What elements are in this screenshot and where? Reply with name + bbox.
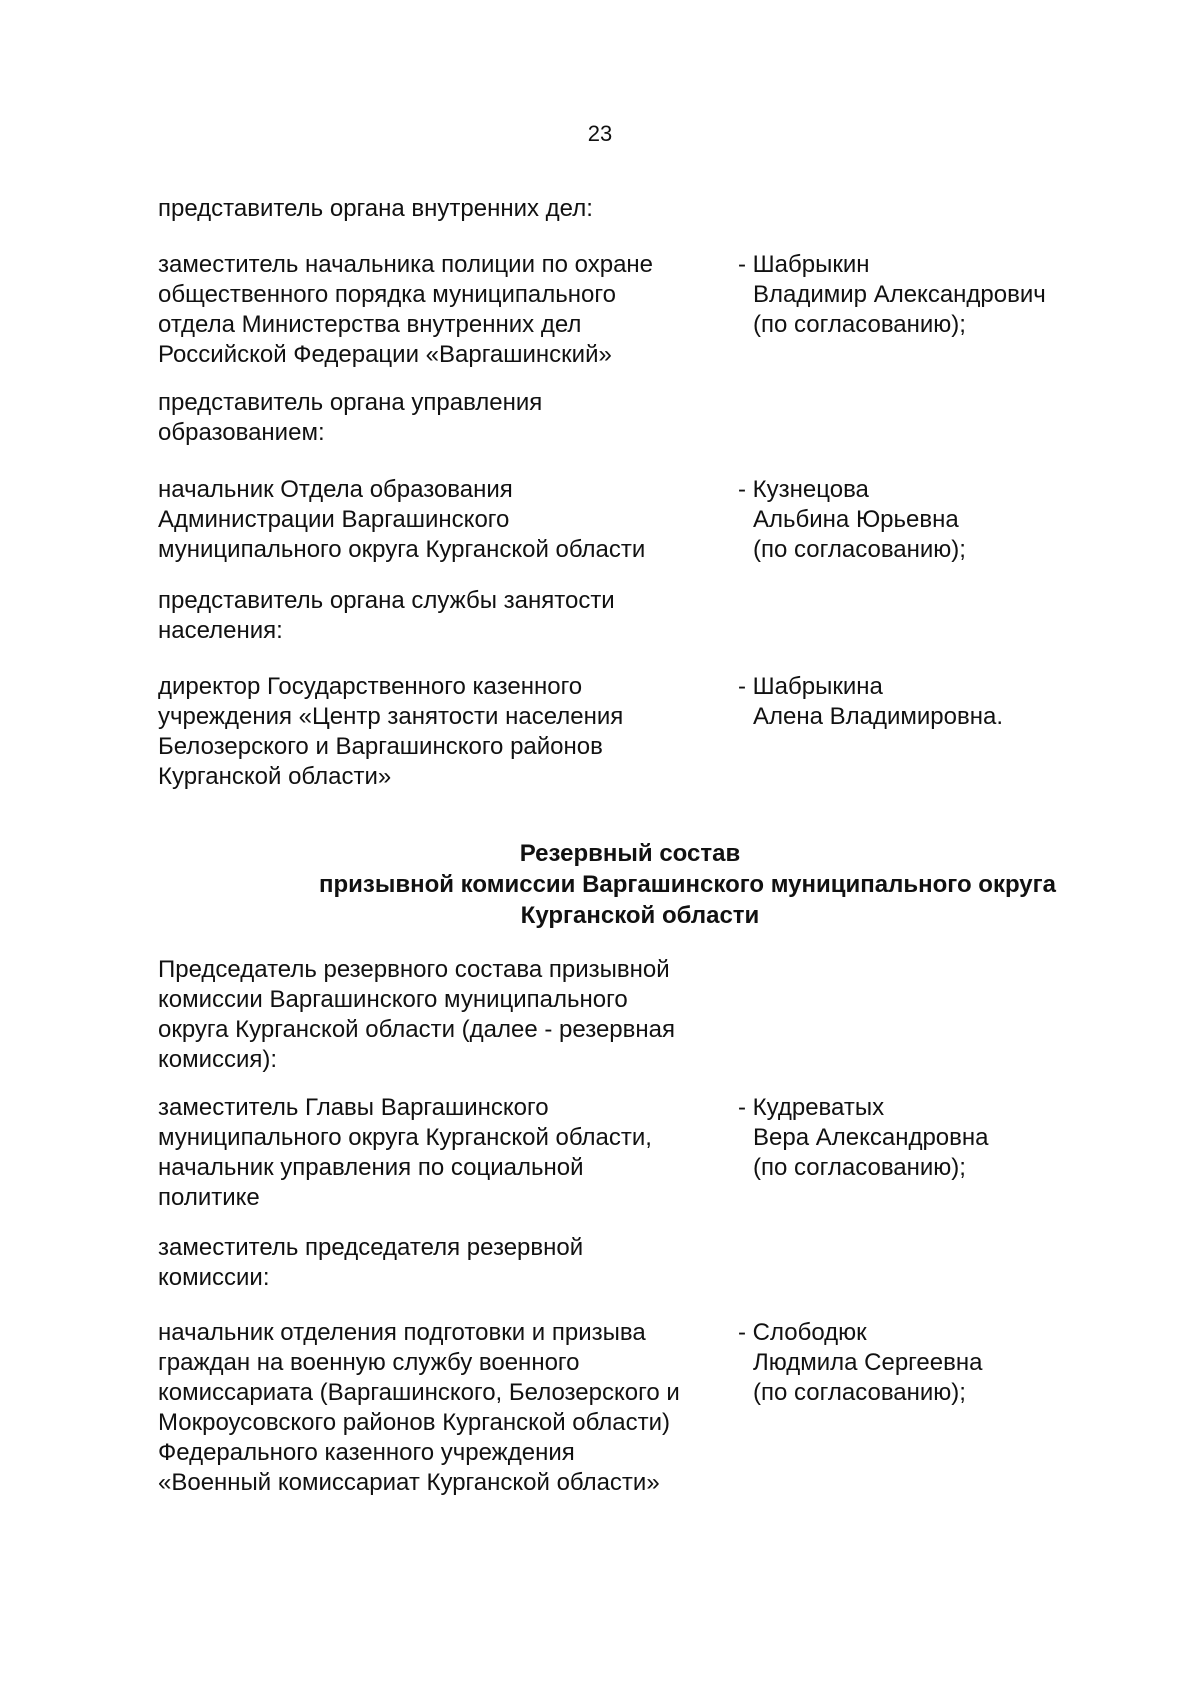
position-line: начальник Отдела образования	[158, 476, 513, 503]
person-note-line: (по согласованию);	[753, 1379, 966, 1406]
person-kudrevatykh	[738, 1093, 1158, 1183]
person-name-line: - Слободюк	[738, 1319, 867, 1346]
role-line: представитель органа управления	[158, 389, 543, 416]
position-line: граждан на военную службу военного	[158, 1349, 580, 1376]
person-name-line: - Кузнецова	[738, 476, 869, 503]
position-line: Мокроусовского районов Курганской области)	[158, 1409, 671, 1436]
position-line: Федерального казенного учреждения	[158, 1439, 575, 1466]
position-line: «Военный комиссариат Курганской области»	[158, 1469, 660, 1496]
role-line: Председатель резервного состава призывной	[158, 956, 670, 983]
role-employment	[158, 586, 718, 646]
position-line: учреждения «Центр занятости населения	[158, 703, 624, 730]
person-name-line: Людмила Сергеевна	[753, 1349, 983, 1376]
position-police-deputy	[158, 250, 718, 370]
position-line: муниципального округа Курганской области	[158, 536, 646, 563]
role-line: комиссии:	[158, 1264, 270, 1291]
role-line: представитель органа внутренних дел:	[158, 195, 593, 222]
position-line: заместитель Главы Варгашинского	[158, 1094, 549, 1121]
heading-line: Резервный состав	[519, 840, 741, 867]
person-note-line: (по согласованию);	[753, 311, 966, 338]
position-line: начальник отделения подготовки и призыва	[158, 1319, 646, 1346]
position-education-head	[158, 475, 718, 565]
reserve-heading	[0, 838, 1200, 931]
person-name-line: Альбина Юрьевна	[753, 506, 959, 533]
position-line: отдела Министерства внутренних дел	[158, 311, 582, 338]
role-line: образованием:	[158, 419, 325, 446]
position-line: общественного порядка муниципального	[158, 281, 616, 308]
position-line: Российской Федерации «Варгашинский»	[158, 341, 612, 368]
position-conscription-head	[158, 1318, 718, 1498]
position-employment-director	[158, 672, 718, 792]
person-shabrykina	[738, 672, 1158, 732]
role-reserve-deputy	[158, 1233, 718, 1293]
role-line: комиссии Варгашинского муниципального	[158, 986, 628, 1013]
position-line: директор Государственного казенного	[158, 673, 583, 700]
role-line: населения:	[158, 617, 283, 644]
position-line: политике	[158, 1184, 260, 1211]
role-line: комиссия):	[158, 1046, 278, 1073]
role-internal-affairs	[158, 194, 718, 224]
position-line: начальник управления по социальной	[158, 1154, 584, 1181]
position-line: Курганской области»	[158, 763, 392, 790]
person-name-line: Алена Владимировна.	[753, 703, 1004, 730]
role-education	[158, 388, 718, 448]
role-line: представитель органа службы занятости	[158, 587, 615, 614]
position-line: комиссариата (Варгашинского, Белозерского и	[158, 1379, 680, 1406]
heading-line: Курганской области	[520, 902, 760, 929]
person-name-line: - Шабрыкина	[738, 673, 883, 700]
person-slobodyuk	[738, 1318, 1158, 1408]
position-line: Администрации Варгашинского	[158, 506, 510, 533]
person-name-line: Владимир Александрович	[753, 281, 1046, 308]
person-note-line: (по согласованию);	[753, 1154, 966, 1181]
role-line: округа Курганской области (далее - резервная	[158, 1016, 675, 1043]
position-line: муниципального округа Курганской области,	[158, 1124, 652, 1151]
person-name-line: - Кудреватых	[738, 1094, 885, 1121]
position-deputy-head	[158, 1093, 718, 1213]
position-line: заместитель начальника полиции по охране	[158, 251, 654, 278]
person-name-line: - Шабрыкин	[738, 251, 870, 278]
person-kuznetsova	[738, 475, 1158, 565]
person-shabrykin	[738, 250, 1158, 340]
role-line: заместитель председателя резервной	[158, 1234, 584, 1261]
person-name-line: Вера Александровна	[753, 1124, 989, 1151]
page-number: 23	[587, 121, 613, 146]
role-reserve-chairman	[158, 955, 718, 1075]
position-line: Белозерского и Варгашинского районов	[158, 733, 603, 760]
person-note-line: (по согласованию);	[753, 536, 966, 563]
heading-line: призывной комиссии Варгашинского муниципального округа	[319, 871, 1056, 898]
